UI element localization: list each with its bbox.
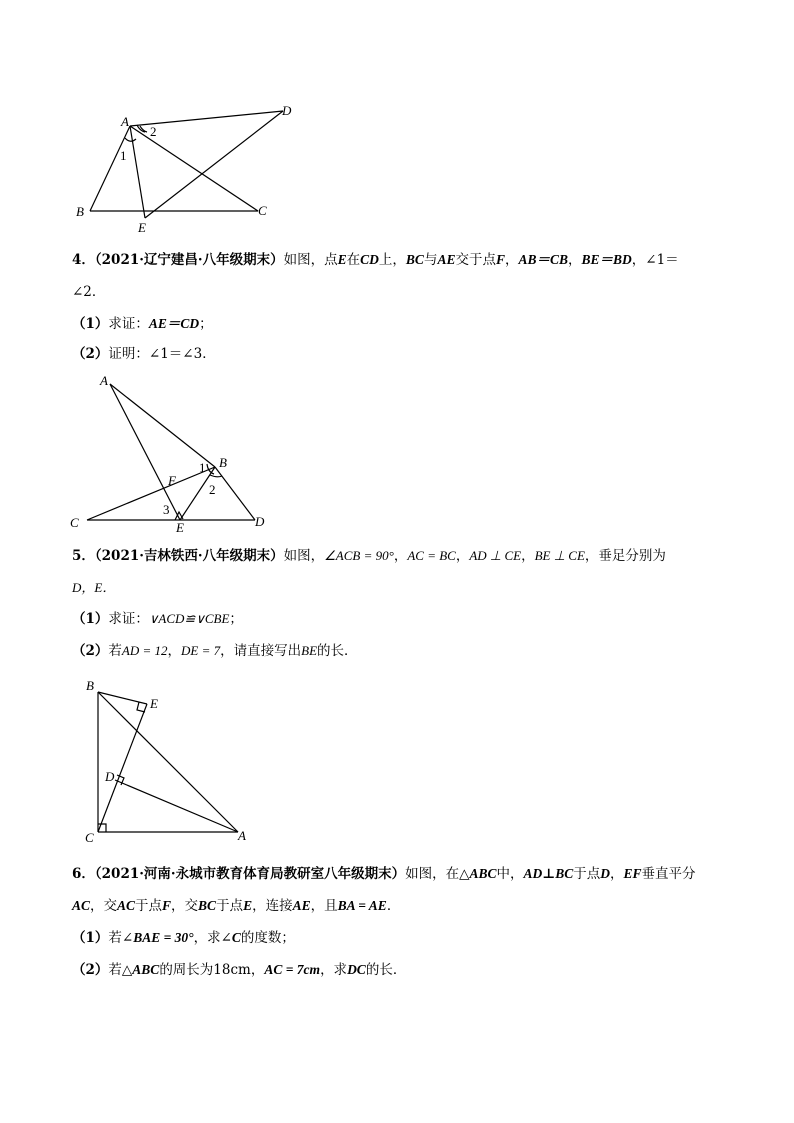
- question-text: 的周长为18cm，: [159, 962, 265, 978]
- problem-4-question-2: [72, 344, 216, 364]
- separator: ，: [393, 548, 408, 564]
- problem-6-text: ，连接: [252, 898, 293, 914]
- segment-ab: [90, 126, 130, 211]
- label-angle-2: 2: [209, 482, 216, 497]
- math-f: F: [495, 252, 505, 267]
- question-number: （2）: [72, 962, 109, 978]
- math-f: F: [162, 898, 172, 913]
- question-text: 的度数；: [240, 930, 295, 946]
- problem-4-line-1: [72, 250, 679, 270]
- label-c: C: [258, 203, 267, 218]
- separator: ，: [521, 548, 535, 564]
- problem-6-line-2: [72, 896, 400, 916]
- problem-5-question-1: [72, 609, 243, 629]
- label-b: B: [219, 455, 227, 470]
- problem-6-text: 如图，在△: [405, 866, 470, 882]
- math-ba-eq-ae: BA = AE: [337, 898, 387, 913]
- label-e: E: [150, 696, 158, 711]
- label-a: A: [238, 828, 246, 843]
- math-ae: AE: [292, 898, 311, 913]
- label-angle-2: 2: [150, 124, 157, 139]
- math-be-perp-ce: BE ⊥ CE: [534, 548, 585, 563]
- math-c: C: [231, 930, 241, 945]
- problem-4-number: 4．: [72, 252, 95, 268]
- problem-4-text: 上，: [378, 252, 406, 268]
- problem-4-text: 交于点: [455, 252, 496, 268]
- problem-5-question-2: [72, 641, 358, 661]
- question-text: 若: [108, 643, 122, 659]
- segment-ae: [110, 384, 180, 520]
- figure-1-diagram: [70, 98, 310, 238]
- problem-5-line-2: [72, 578, 115, 598]
- math-e: E: [243, 898, 253, 913]
- label-b: B: [86, 678, 94, 693]
- question-text: ；: [199, 316, 213, 332]
- problem-6-text: ，交: [90, 898, 118, 914]
- problem-4-text: 在: [346, 252, 361, 268]
- problem-6-text: ，交: [171, 898, 199, 914]
- problem-6-line-1: [72, 864, 696, 884]
- math-congruence: ∨ACD≌∨CBE: [148, 611, 230, 626]
- problem-6-source: （2021·河南·永城市教育体育局教研室八年级期末）: [94, 866, 406, 882]
- math-ab-eq-cb: AB＝CB: [518, 252, 568, 267]
- math-abc: ABC: [132, 962, 160, 977]
- problem-4-line-2: [72, 282, 105, 302]
- problem-6-text: ，且: [310, 898, 338, 914]
- question-text: 证明：∠1＝∠3．: [108, 346, 216, 362]
- question-text: 若△: [108, 962, 133, 978]
- label-c: C: [85, 830, 94, 844]
- segment-ce: [98, 704, 147, 832]
- segment-da: [115, 780, 238, 832]
- problem-4-text: ，: [504, 252, 519, 268]
- problem-5-text: 如图，: [283, 548, 325, 564]
- problem-4-text: 与: [423, 252, 438, 268]
- segment-ae: [130, 126, 145, 218]
- math-ad-12: AD = 12: [121, 643, 168, 658]
- math-cd: CD: [360, 252, 379, 267]
- math-angle-acb: ∠ACB = 90°: [324, 548, 394, 563]
- figure-2-diagram: [62, 372, 282, 536]
- math-abc: ABC: [469, 866, 497, 881]
- segment-ab: [110, 384, 215, 467]
- math-ac: AC: [72, 898, 91, 913]
- angle-2-arc: [210, 475, 222, 477]
- math-d: D: [600, 866, 611, 881]
- problem-6-question-1: [72, 928, 295, 948]
- separator: ，: [167, 643, 182, 659]
- problem-5-text: ，垂足分别为: [584, 548, 666, 564]
- problem-4-source: （2021·辽宁建昌·八年级期末）: [94, 252, 284, 268]
- label-angle-1: 1: [120, 148, 127, 163]
- math-ac: AC: [117, 898, 136, 913]
- math-de-7: DE = 7: [181, 643, 221, 658]
- segment-bd: [215, 467, 255, 520]
- label-angle-1: 1: [199, 460, 206, 475]
- angle-1-arc: [125, 138, 136, 141]
- problem-6-question-2: [72, 960, 406, 980]
- problem-6-text: 垂直平分: [641, 866, 696, 882]
- problem-4-question-1: [72, 314, 213, 334]
- problem-5-number: 5．: [72, 548, 95, 564]
- math-ef: EF: [623, 866, 642, 881]
- label-c: C: [70, 515, 79, 530]
- math-ae: AE: [437, 252, 456, 267]
- segment-ed: [145, 111, 283, 218]
- problem-4-text: ∠2．: [72, 284, 106, 300]
- question-number: （1）: [72, 611, 109, 627]
- figure-1: [70, 98, 310, 238]
- question-number: （2）: [72, 346, 109, 362]
- math-e: E: [337, 252, 347, 267]
- label-e: E: [176, 520, 184, 535]
- math-ad-perp-bc: AD⊥BC: [523, 866, 574, 881]
- math-bc: BC: [198, 898, 217, 913]
- question-text: 求证：: [108, 611, 149, 627]
- math-bc: BC: [405, 252, 424, 267]
- label-a: A: [121, 114, 129, 129]
- math-ac-eq-bc: AC = BC: [407, 548, 456, 563]
- question-text: 若∠: [108, 930, 134, 946]
- figure-3-diagram: [78, 674, 258, 844]
- math-d-e: D，E．: [72, 580, 116, 595]
- problem-6-text: ．: [386, 898, 401, 914]
- question-text: ；: [229, 611, 243, 627]
- segment-ba: [98, 692, 238, 832]
- problem-4-text: 如图，点: [283, 252, 338, 268]
- question-text: 的长．: [365, 962, 407, 978]
- problem-6-text: 中，: [496, 866, 524, 882]
- question-text: 求证：: [108, 316, 149, 332]
- label-b: B: [76, 204, 84, 219]
- label-angle-3: 3: [163, 502, 170, 517]
- figure-3: [78, 674, 258, 844]
- problem-6-text: 于点: [135, 898, 163, 914]
- math-be-eq-bd: BE＝BD: [581, 252, 632, 267]
- problem-4-text: ，: [568, 252, 582, 268]
- problem-5-line-1: [72, 546, 666, 566]
- separator: ，: [455, 548, 470, 564]
- label-a: A: [100, 373, 108, 388]
- problem-6-text: 于点: [573, 866, 601, 882]
- math-be: BE: [301, 643, 318, 658]
- question-text: ，请直接写出: [220, 643, 302, 659]
- problem-6-text: ，: [610, 866, 624, 882]
- figure-2: [62, 372, 282, 536]
- problem-4-text: ，∠1＝: [631, 252, 679, 268]
- math-ac-7cm: AC = 7cm: [264, 962, 321, 977]
- label-e: E: [138, 220, 146, 235]
- question-number: （2）: [72, 643, 109, 659]
- math-ae-eq-cd: AE＝CD: [148, 316, 200, 331]
- math-ad-perp-ce: AD ⊥ CE: [469, 548, 522, 563]
- problem-5-source: （2021·吉林铁西·八年级期末）: [94, 548, 284, 564]
- math-bae-30: BAE = 30°: [133, 930, 194, 945]
- segment-cb: [87, 467, 215, 520]
- math-dc: DC: [347, 962, 366, 977]
- question-number: （1）: [72, 930, 109, 946]
- segment-be: [98, 692, 147, 704]
- label-f: F: [168, 473, 176, 488]
- question-text: ，求: [320, 962, 348, 978]
- label-d: D: [255, 514, 265, 529]
- problem-6-number: 6．: [72, 866, 95, 882]
- label-d: D: [282, 103, 292, 118]
- problem-6-text: 于点: [216, 898, 244, 914]
- question-text: 的长．: [317, 643, 358, 659]
- question-text: ，求∠: [193, 930, 232, 946]
- question-number: （1）: [72, 316, 109, 332]
- label-d: D: [105, 769, 115, 784]
